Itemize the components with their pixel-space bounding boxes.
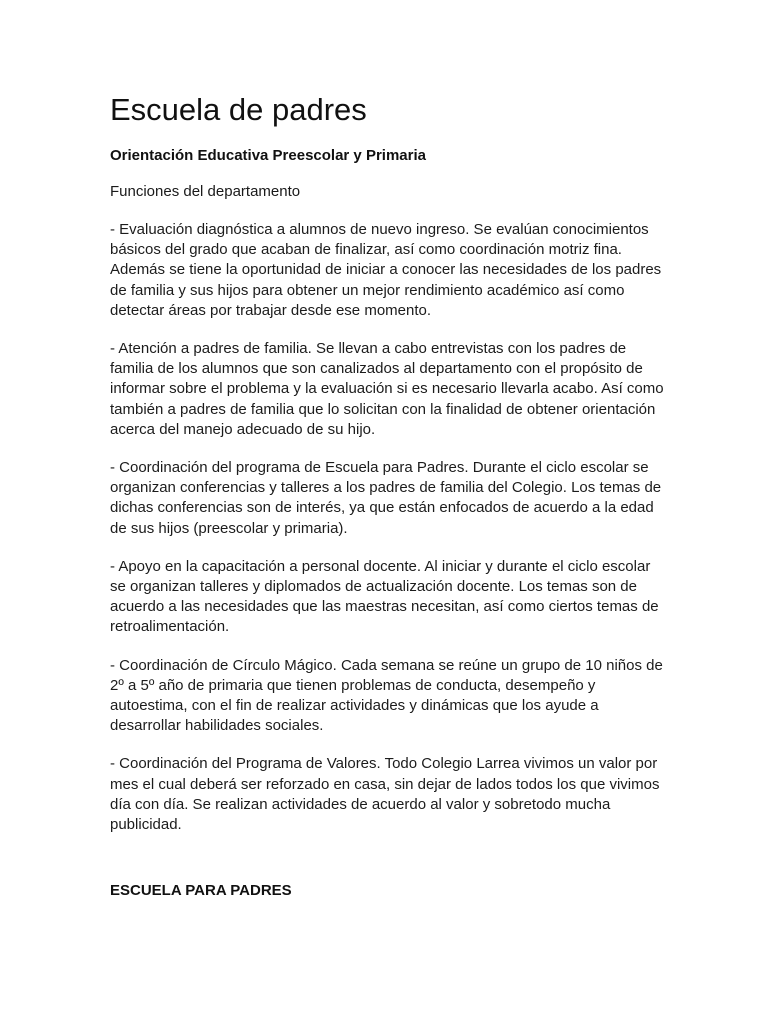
paragraph-escuela-para-padres: - Coordinación del programa de Escuela para Padres. Durante el ciclo escolar se organizan conferencias y talleres a los padres de familia del Colegio. Los temas de dichas conferencias son de interés, ya que están enfocados de acuerdo a la edad de sus hijos (preescolar y primaria).	[110, 459, 662, 537]
paragraph-circulo-magico: - Coordinación de Círculo Mágico. Cada semana se reúne un grupo de 10 niños de 2º a 5º año de primaria que tienen problemas de conducta, desempeño y autoestima, con el fin de realizar actividades y dinámicas que los ayude a desarrollar habilidades sociales.	[110, 656, 663, 735]
page-subtitle: Orientación Educativa Preescolar y Primaria	[110, 147, 426, 164]
closing-heading: ESCUELA PARA PADRES	[110, 882, 292, 900]
page-title: Escuela de padres	[110, 92, 367, 127]
paragraph-atencion-padres: - Atención a padres de familia. Se llevan a cabo entrevistas con los padres de familia de los alumnos que son canalizados al departamento con el propósito de informar sobre el problema y la evaluación si es necesario llevarla acabo. Así como también a padres de familia que lo solicitan con la finalidad de obtener orientación acerca del manejo adecuado de su hijo.	[110, 340, 664, 438]
paragraph-programa-valores: - Coordinación del Programa de Valores. Todo Colegio Larrea vivimos un valor por mes el cual deberá ser reforzado en casa, sin dejar de lados todos los que vivimos día con día. Se realizan actividades de acuerdo al valor y sobretodo mucha publicidad.	[110, 755, 660, 834]
paragraph-evaluacion: - Evaluación diagnóstica a alumnos de nuevo ingreso. Se evalúan conocimientos básicos del grado que acaban de finalizar, así como coordinación motriz fina. Además se tiene la oportunidad de iniciar a conocer las necesidades de los padres de familia y sus hijos para obtener un mejor rendimiento académico así como detectar áreas por trabajar desde ese momento.	[110, 221, 662, 319]
paragraph-capacitacion-docente: - Apoyo en la capacitación a personal docente. Al iniciar y durante el ciclo escolar se organizan talleres y diplomados de actualización docente. Los temas son de acuerdo a las necesidades que las maestras necesitan, así como ciertos temas de retroalimentación.	[110, 557, 659, 636]
section-label: Funciones del departamento	[110, 183, 301, 200]
document-page	[110, 88, 670, 901]
